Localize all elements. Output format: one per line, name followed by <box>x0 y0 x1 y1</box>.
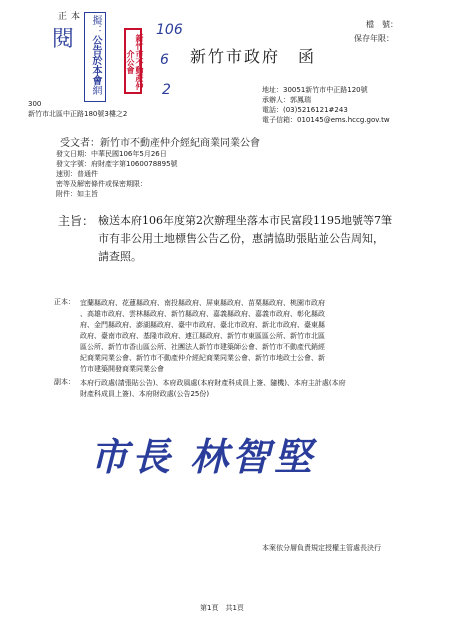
main-recipients-line: 府、金門縣政府、澎湖縣政府、臺中市政府、臺北市政府、新北市政府、臺東縣 <box>80 321 325 329</box>
main-recipients-line: 紀商業同業公會、新竹市不動產仲介經紀商業同業公會、新竹市地政士公會、新 <box>80 354 325 362</box>
main-recipients-label: 正本： <box>54 298 75 306</box>
association-received-stamp <box>124 28 142 94</box>
copy-mark: 正本 <box>58 12 85 22</box>
attachment: 附件：如主旨 <box>56 190 98 198</box>
approval-seal <box>84 12 106 102</box>
copy-recipients-list <box>80 378 410 400</box>
copy-recipients-line: 財產科成員上簽)、本府財政處(公告25份) <box>80 390 210 398</box>
file-number-label: 檔 號： <box>366 20 398 29</box>
copy-recipients-label: 副本： <box>54 378 75 386</box>
page-footer: 第1頁 共1頁 <box>200 604 244 612</box>
contact-phone: 電話：(03)5216121#243 <box>262 106 348 114</box>
postal-code: 300 <box>28 100 42 108</box>
subject-line-1: 檢送本府106年度第2次辦理坐落本市民富段1195地號等7筆 <box>98 214 392 227</box>
delivery-type: 速別：普通件 <box>56 170 98 178</box>
approval-seal-line3: 網 <box>90 85 101 95</box>
approval-seal-line1: 擬： <box>90 15 101 35</box>
contact-email: 電子信箱：010145@ems.hccg.gov.tw <box>262 116 390 124</box>
recipient-name: 新竹市不動產仲介經紀商業同業公會 <box>100 138 260 149</box>
delegation-note: 本案依分層負責規定授權主管處長決行 <box>262 544 381 552</box>
issue-date: 發文日期：中華民國106年5月26日 <box>56 150 167 158</box>
recipient-address: 新竹市北區中正路180號3樓之2 <box>28 110 128 118</box>
approval-seal-line2: 公告於本會 <box>90 35 101 85</box>
main-recipients-line: 宜蘭縣政府、花蓮縣政府、南投縣政府、屏東縣政府、苗栗縣政府、桃園市政府 <box>80 299 325 307</box>
main-recipients-line: 政府、臺南市政府、基隆市政府、連江縣政府、新竹市東區區公所、新竹市北區 <box>80 332 325 340</box>
recipient-line <box>60 134 260 149</box>
signature-title: 市長 <box>90 434 175 479</box>
signature-name: 林智堅 <box>190 434 317 479</box>
main-recipients-line: 區公所、新竹市香山區公所、社團法人新竹市建築師公會、新竹市不動產代銷經 <box>80 343 325 351</box>
mayor-signature <box>90 426 316 481</box>
retention-label: 保存年限： <box>354 34 394 43</box>
contact-person: 承辦人：郭鳳瑞 <box>262 96 311 104</box>
recipient-label: 受文者： <box>60 138 100 149</box>
subject-label: 主旨： <box>58 214 95 228</box>
association-stamp-text: 新竹市不動產仲介公會 <box>126 34 144 90</box>
subject-line-3: 請查照。 <box>98 250 142 263</box>
agency-title: 新竹市政府 函 <box>190 47 317 66</box>
agency-address: 地址：30051新竹市中正路120號 <box>262 86 368 94</box>
handwritten-read-mark: 閱 <box>52 27 75 52</box>
handwritten-date-year: 106 <box>156 22 183 38</box>
secrecy-level: 密等及解密條件或保密期限： <box>56 180 147 188</box>
main-recipients-line: 竹市建築開發商業同業公會 <box>80 365 164 373</box>
main-recipients-line: 、高雄市政府、雲林縣政府、新竹縣政府、嘉義縣政府、嘉義市政府、彰化縣政 <box>80 310 325 318</box>
issue-number: 發文字號：府財產字第1060078895號 <box>56 160 178 168</box>
main-recipients-list <box>80 298 410 375</box>
handwritten-date-day: 2 <box>162 82 171 98</box>
handwritten-date-month: 6 <box>160 52 169 68</box>
subject-line-2: 市有非公用土地標售公告乙份，惠請協助張貼並公告周知， <box>98 232 384 245</box>
copy-recipients-line: 本府行政處(請張貼公告)、本府政風處(本府財產科成員上簽、隨機)、本府主計處(本府 <box>80 379 346 387</box>
